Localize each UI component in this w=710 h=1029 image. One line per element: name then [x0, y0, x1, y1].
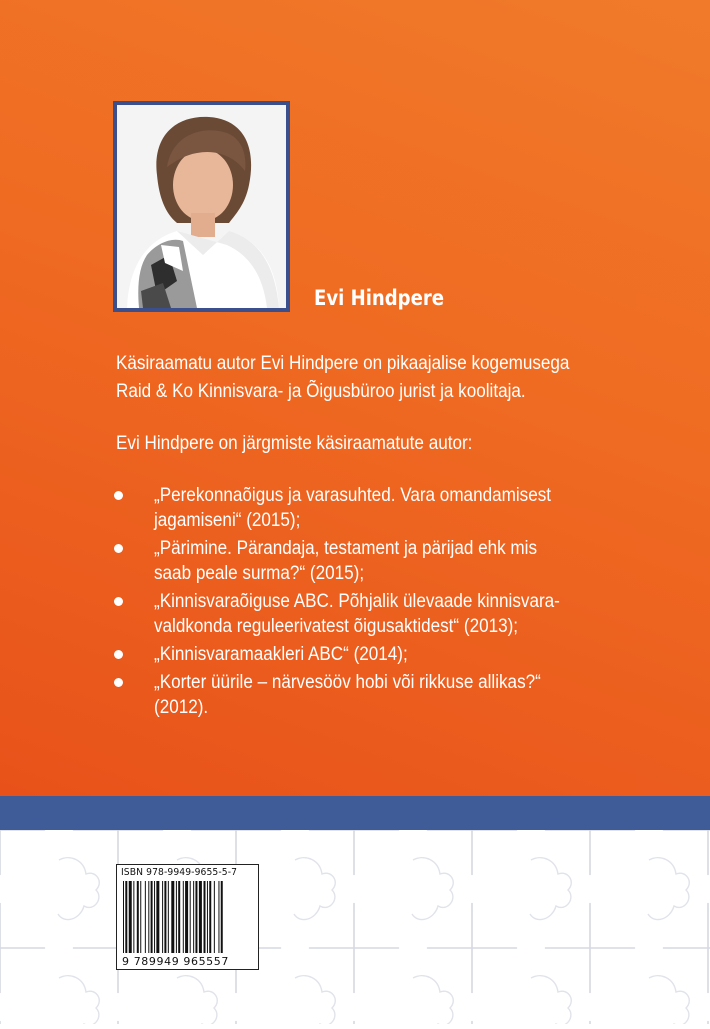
book-list-item — [112, 589, 605, 639]
bullet-icon — [114, 544, 123, 553]
bullet-icon — [114, 491, 123, 500]
bio-line-1: Käsiraamatu autor Evi Hindpere on pikaajalise kogemusega — [116, 353, 570, 374]
book-title-line-1: „Korter üürile – närvesööv hobi või rikkuse allikas?“ — [154, 672, 541, 693]
isbn-barcode — [116, 864, 259, 970]
book-title-line-2: jagamiseni“ (2015); — [154, 510, 301, 531]
bullet-icon — [114, 650, 123, 659]
book-title-line-1: „Kinnisvaramaakleri ABC“ (2014); — [154, 644, 408, 665]
puzzle-pattern-background — [0, 830, 710, 1024]
blue-band — [0, 796, 710, 830]
book-list-intro: Evi Hindpere on järgmiste käsiraamatute autor: — [116, 433, 473, 454]
book-list-item — [112, 670, 605, 720]
book-list-item — [112, 642, 605, 667]
book-title-line-1: „Kinnisvaraõiguse ABC. Põhjalik ülevaade kinnisvara- — [154, 591, 560, 612]
bullet-icon — [114, 678, 123, 687]
bullet-icon — [114, 597, 123, 606]
ean-digits: 9 789949 965557 — [122, 955, 229, 968]
book-list-item — [112, 536, 605, 586]
book-list-item — [112, 483, 605, 533]
book-list — [112, 483, 605, 723]
book-title-line-1: „Perekonnaõigus ja varasuhted. Vara omandamisest — [154, 485, 552, 506]
barcode-bars — [123, 881, 254, 953]
book-title-line-2: (2012). — [154, 697, 209, 718]
book-title-line-1: „Pärimine. Pärandaja, testament ja pärijad ehk mis — [154, 538, 538, 559]
author-photo — [113, 101, 290, 312]
isbn-label: ISBN 978-9949-9655-5-7 — [121, 867, 238, 878]
author-name: Evi Hindpere — [314, 286, 445, 310]
bio-line-2: Raid & Ko Kinnisvara- ja Õigusbüroo jurist ja koolitaja. — [116, 381, 526, 402]
book-title-line-2: valdkonda reguleerivatest õigusaktidest“ (2013); — [154, 616, 519, 637]
book-title-line-2: saab peale surma?“ (2015); — [154, 563, 365, 584]
